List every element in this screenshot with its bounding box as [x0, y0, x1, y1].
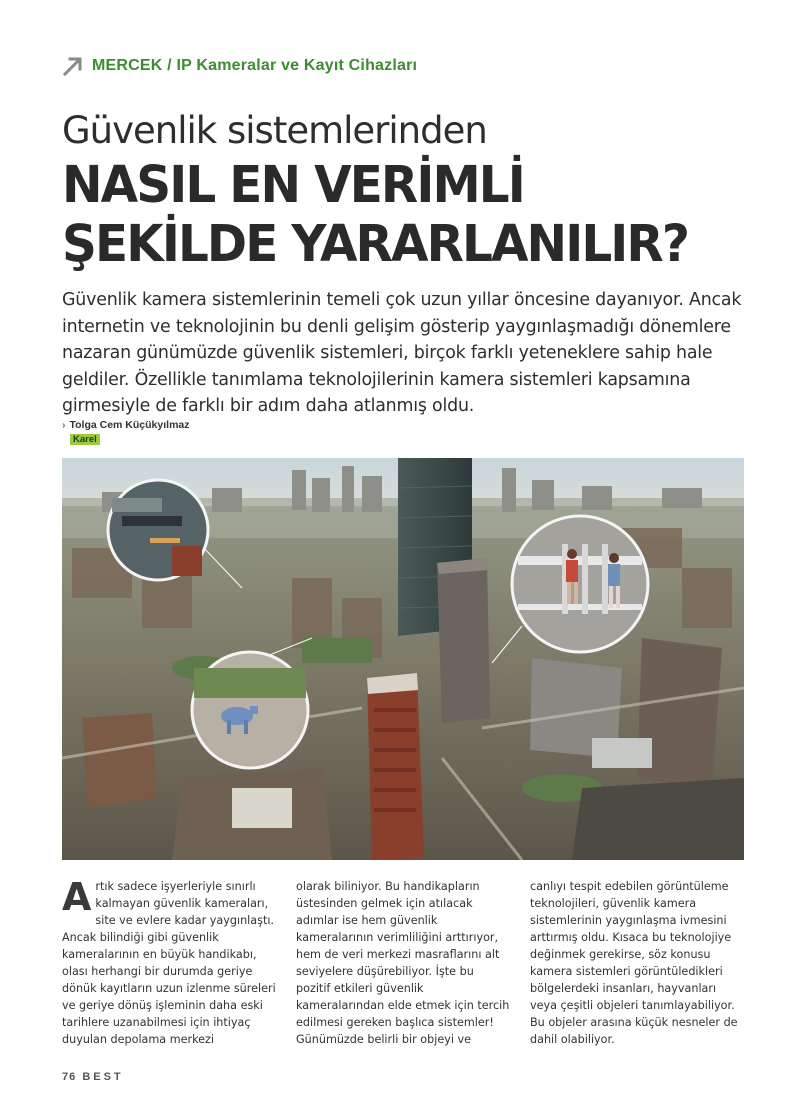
page-footer	[62, 1071, 124, 1083]
author-name: Tolga Cem Küçükyılmaz	[69, 419, 190, 431]
author-company: Karel	[70, 434, 100, 445]
title-line-1: Güvenlik sistemlerinden	[62, 109, 487, 152]
arrow-up-right-icon	[62, 55, 84, 77]
title-line-3: ŞEKİLDE YARARLANILIR?	[62, 215, 689, 274]
magazine-brand: BEST	[82, 1071, 124, 1083]
title-line-2: NASIL EN VERİMLİ	[62, 156, 524, 215]
body-column-3: canlıyı tespit edebilen görüntüleme teknolojileri, güvenlik kamera sistemlerinin yaygınlaşma ivmesini arttırmış oldu. Kısaca bu teknolojiye değinmek gerekirse, söz konusu kamera sistemleri görüntüledikleri bölgelerdeki insanları, hayvanları veya çeşitli objeleri tanımlayabiliyor. Bu objeler arasına küçük nesneler de dahil olabiliyor.	[530, 880, 738, 1046]
byline	[62, 419, 190, 445]
lead-paragraph: Güvenlik kamera sistemlerinin temeli çok uzun yıllar öncesine dayanıyor. Ancak internetin ve teknolojinin bu denli gelişim gösterip yaygınlaşmadığı dönemlere nazaran günümüzde güvenlik sistemleri, birçok farklı yeteneklere sahip hale geldiler. Özellikle tanımlama teknolojilerinin kamera sistemleri kapsamına girmesiyle de farklı bir adım daha atlanmış oldu.	[62, 290, 742, 416]
body-columns	[62, 875, 744, 1048]
body-column-1-text: rtık sadece işyerleriyle sınırlı kalmayan güvenlik kameraları, site ve evlere kadar yaygınlaştı. Ancak bilindiği gibi güvenlik kameralarının en büyük handikabı, olası herhangi bir durumda geriye dönük kayıtların uzun izlenme süreleri ve geriye dönüş işleminin daha eski tarihlere uzanabilmesi için ihtiyaç duyulan depolama merkezi	[62, 880, 276, 1046]
drop-cap: A	[62, 875, 92, 919]
section-header	[62, 55, 417, 77]
body-column-1	[62, 875, 276, 1048]
section-label: MERCEK / IP Kameralar ve Kayıt Cihazları	[92, 57, 418, 74]
page-number: 76	[62, 1071, 77, 1083]
chevron-right-icon: ›	[62, 419, 66, 431]
body-column-2: olarak biliniyor. Bu handikapların üstesinden gelmek için atılacak adımlar ise hem güvenlik kameralarının verimliliğini arttırıyor, hem de veri merkezi masraflarını alt seviyelere düşürebiliyor. İşte bu pozitif etkileri güvenlik kameralarından elde etmek için tercih edilmesi gereken başlıca sistemler! Günümüzde belirli bir objeyi ve	[296, 880, 510, 1046]
aerial-city-photo	[62, 458, 744, 860]
